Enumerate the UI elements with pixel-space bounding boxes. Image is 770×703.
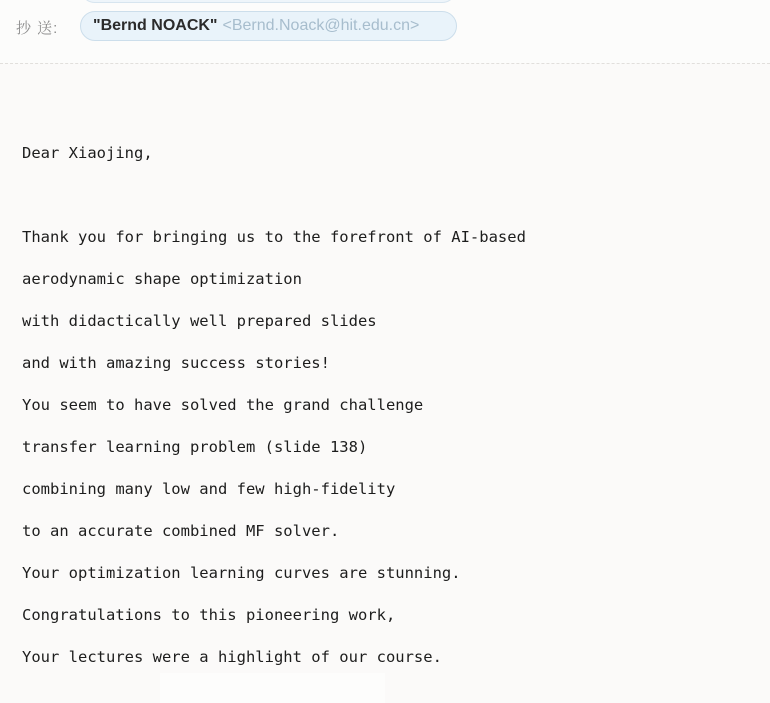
body-line: You seem to have solved the grand challenge xyxy=(22,396,424,414)
body-line: Thank you for bringing us to the forefront of AI-based xyxy=(22,228,526,246)
body-line: with didactically well prepared slides xyxy=(22,312,377,330)
cc-label: 抄 送: xyxy=(16,20,59,37)
cc-field-row xyxy=(0,0,770,63)
body-line: aerodynamic shape optimization xyxy=(22,270,302,288)
body-line: and with amazing success stories! xyxy=(22,354,330,372)
recipient-email: <Bernd.Noack@hit.edu.cn> xyxy=(222,17,420,34)
body-line: Congratulations to this pioneering work, xyxy=(22,606,396,624)
body-line: Your optimization learning curves are stunning. xyxy=(22,564,461,582)
body-line-greeting: Dear Xiaojing, xyxy=(22,144,153,162)
body-line: Your lectures were a highlight of our course. xyxy=(22,648,442,666)
body-line: to an accurate combined MF solver. xyxy=(22,522,340,540)
header-body-divider xyxy=(0,63,770,64)
body-line-blank xyxy=(22,174,752,216)
recipient-name: "Bernd NOACK" xyxy=(93,17,218,34)
cc-recipient-chip[interactable] xyxy=(80,11,457,41)
body-line: combining many low and few high-fidelity xyxy=(22,480,396,498)
body-line: transfer learning problem (slide 138) xyxy=(22,438,368,456)
message-body-editor[interactable] xyxy=(22,132,752,678)
to-recipient-chip-partial[interactable] xyxy=(80,0,457,3)
